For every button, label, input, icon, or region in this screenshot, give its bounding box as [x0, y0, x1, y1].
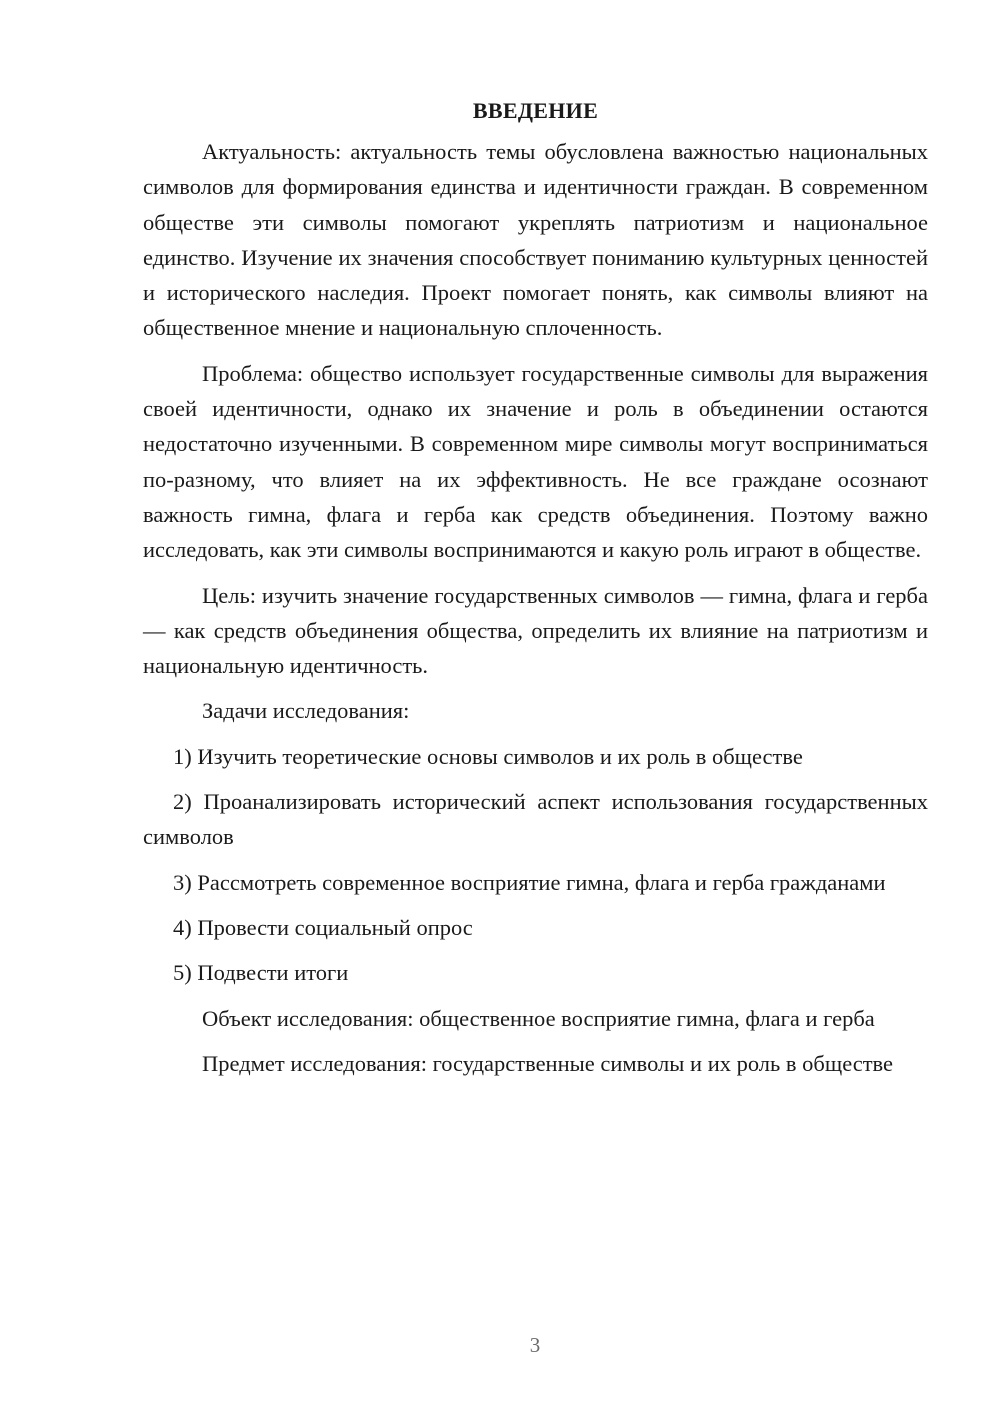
tasks-heading: Задачи исследования:	[202, 698, 410, 724]
task-item-4: 4) Провести социальный опрос	[173, 914, 473, 940]
relevance-paragraph: Актуальность: актуальность темы обусловлена важностью национальных символов для формирования единства и идентичности граждан. В современном обществе эти символы помогают укреплять патриотизм и национальное единство. Изучение их значения способствует пониманию культурных ценностей и исторического наследия. Проект помогает понять, как символы влияют на общественное мнение и национальную сплоченность.	[143, 139, 928, 341]
document-page	[143, 93, 928, 1091]
task-item-5: 5) Подвести итоги	[173, 960, 349, 986]
research-subject-paragraph: Предмет исследования: государственные символы и их роль в обществе	[202, 1050, 894, 1076]
goal-paragraph: Цель: изучить значение государственных символов — гимна, флага и герба — как средств объединения общества, определить их влияние на патриотизм и национальную идентичность.	[143, 582, 928, 679]
task-item-3: 3) Рассмотреть современное восприятие гимна, флага и герба гражданами	[173, 869, 886, 895]
page-title: ВВЕДЕНИЕ	[472, 98, 599, 123]
task-item-1: 1) Изучить теоретические основы символов и их роль в обществе	[173, 743, 803, 769]
task-item-2: 2) Проанализировать исторический аспект использования государственных символов	[143, 789, 928, 850]
page-number: 3	[529, 1333, 541, 1357]
research-object-paragraph: Объект исследования: общественное восприятие гимна, флага и герба	[202, 1005, 875, 1031]
problem-paragraph: Проблема: общество использует государственные символы для выражения своей идентичности, однако их значение и роль в объединении остаются недостаточно изученными. В современном мире символы могут восприниматься по-разному, что влияет на их эффективность. Не все граждане осознают важность гимна, флага и герба как средств объединения. Поэтому важно исследовать, как эти символы воспринимаются и какую роль играют в обществе.	[143, 360, 928, 563]
